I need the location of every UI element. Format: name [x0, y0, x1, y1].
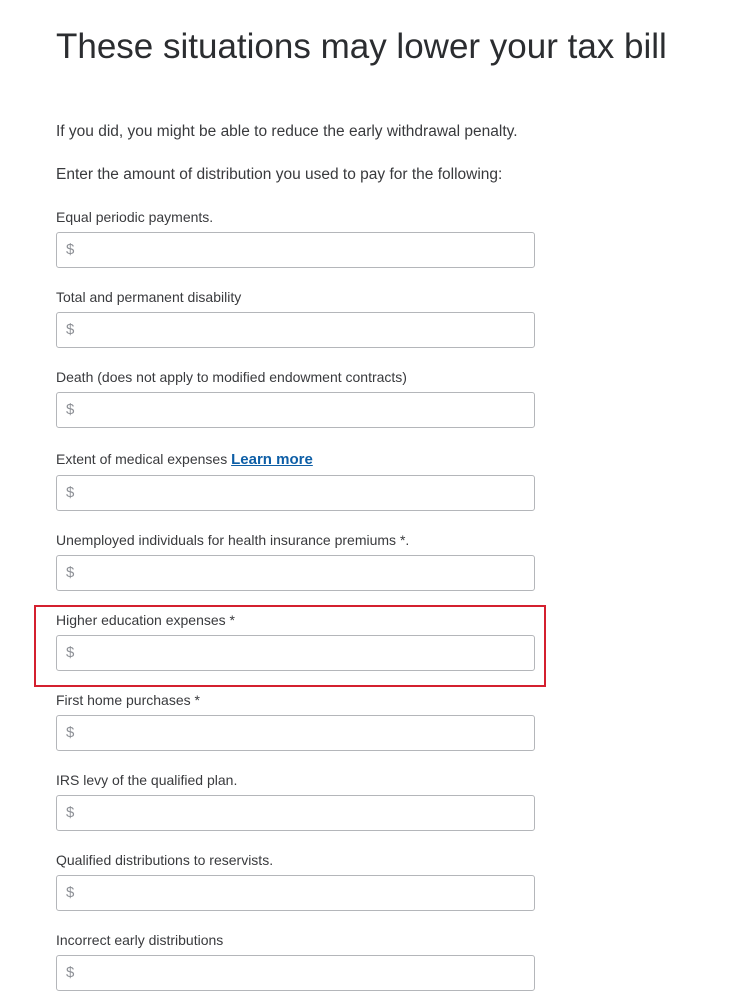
- medical-expenses-input[interactable]: [81, 476, 526, 510]
- irs-levy-input[interactable]: [81, 796, 526, 830]
- page-title: These situations may lower your tax bill: [56, 27, 667, 66]
- dollar-prefix: $: [66, 241, 75, 258]
- higher-education-field[interactable]: [56, 635, 535, 671]
- first-home-field[interactable]: [56, 715, 535, 751]
- dollar-prefix: $: [66, 564, 75, 581]
- equal-periodic-payments-label: Equal periodic payments.: [56, 209, 214, 225]
- disability-label: Total and permanent disability: [56, 289, 242, 305]
- equal-periodic-payments-input[interactable]: [81, 233, 526, 267]
- first-home-label: First home purchases *: [56, 692, 200, 708]
- reservists-field[interactable]: [56, 875, 535, 911]
- dollar-prefix: $: [66, 484, 75, 501]
- equal-periodic-payments-field[interactable]: [56, 232, 535, 268]
- reservists-label: Qualified distributions to reservists.: [56, 852, 274, 868]
- instruction-text: Enter the amount of distribution you used to pay for the following:: [56, 166, 503, 183]
- dollar-prefix: $: [66, 401, 75, 418]
- irs-levy-field[interactable]: [56, 795, 535, 831]
- medical-expenses-label: Extent of medical expenses: [56, 451, 228, 467]
- dollar-prefix: $: [66, 321, 75, 338]
- health-insurance-input[interactable]: [81, 556, 526, 590]
- learn-more-link[interactable]: Learn more: [231, 451, 313, 468]
- higher-education-input[interactable]: [81, 636, 526, 670]
- dollar-prefix: $: [66, 644, 75, 661]
- reservists-input[interactable]: [81, 876, 526, 910]
- dollar-prefix: $: [66, 804, 75, 821]
- death-input[interactable]: [81, 393, 526, 427]
- incorrect-distributions-field[interactable]: [56, 955, 535, 991]
- incorrect-distributions-input[interactable]: [81, 956, 526, 990]
- health-insurance-field[interactable]: [56, 555, 535, 591]
- higher-education-label: Higher education expenses *: [56, 612, 236, 628]
- death-field[interactable]: [56, 392, 535, 428]
- medical-expenses-label-row: [56, 450, 313, 469]
- dollar-prefix: $: [66, 964, 75, 981]
- irs-levy-label: IRS levy of the qualified plan.: [56, 772, 238, 788]
- death-label: Death (does not apply to modified endowment contracts): [56, 369, 407, 385]
- medical-expenses-field[interactable]: [56, 475, 535, 511]
- disability-input[interactable]: [81, 313, 526, 347]
- first-home-input[interactable]: [81, 716, 526, 750]
- dollar-prefix: $: [66, 724, 75, 741]
- incorrect-distributions-label: Incorrect early distributions: [56, 932, 224, 948]
- disability-field[interactable]: [56, 312, 535, 348]
- health-insurance-label: Unemployed individuals for health insurance premiums *.: [56, 532, 410, 548]
- intro-text: If you did, you might be able to reduce the early withdrawal penalty.: [56, 123, 518, 140]
- dollar-prefix: $: [66, 884, 75, 901]
